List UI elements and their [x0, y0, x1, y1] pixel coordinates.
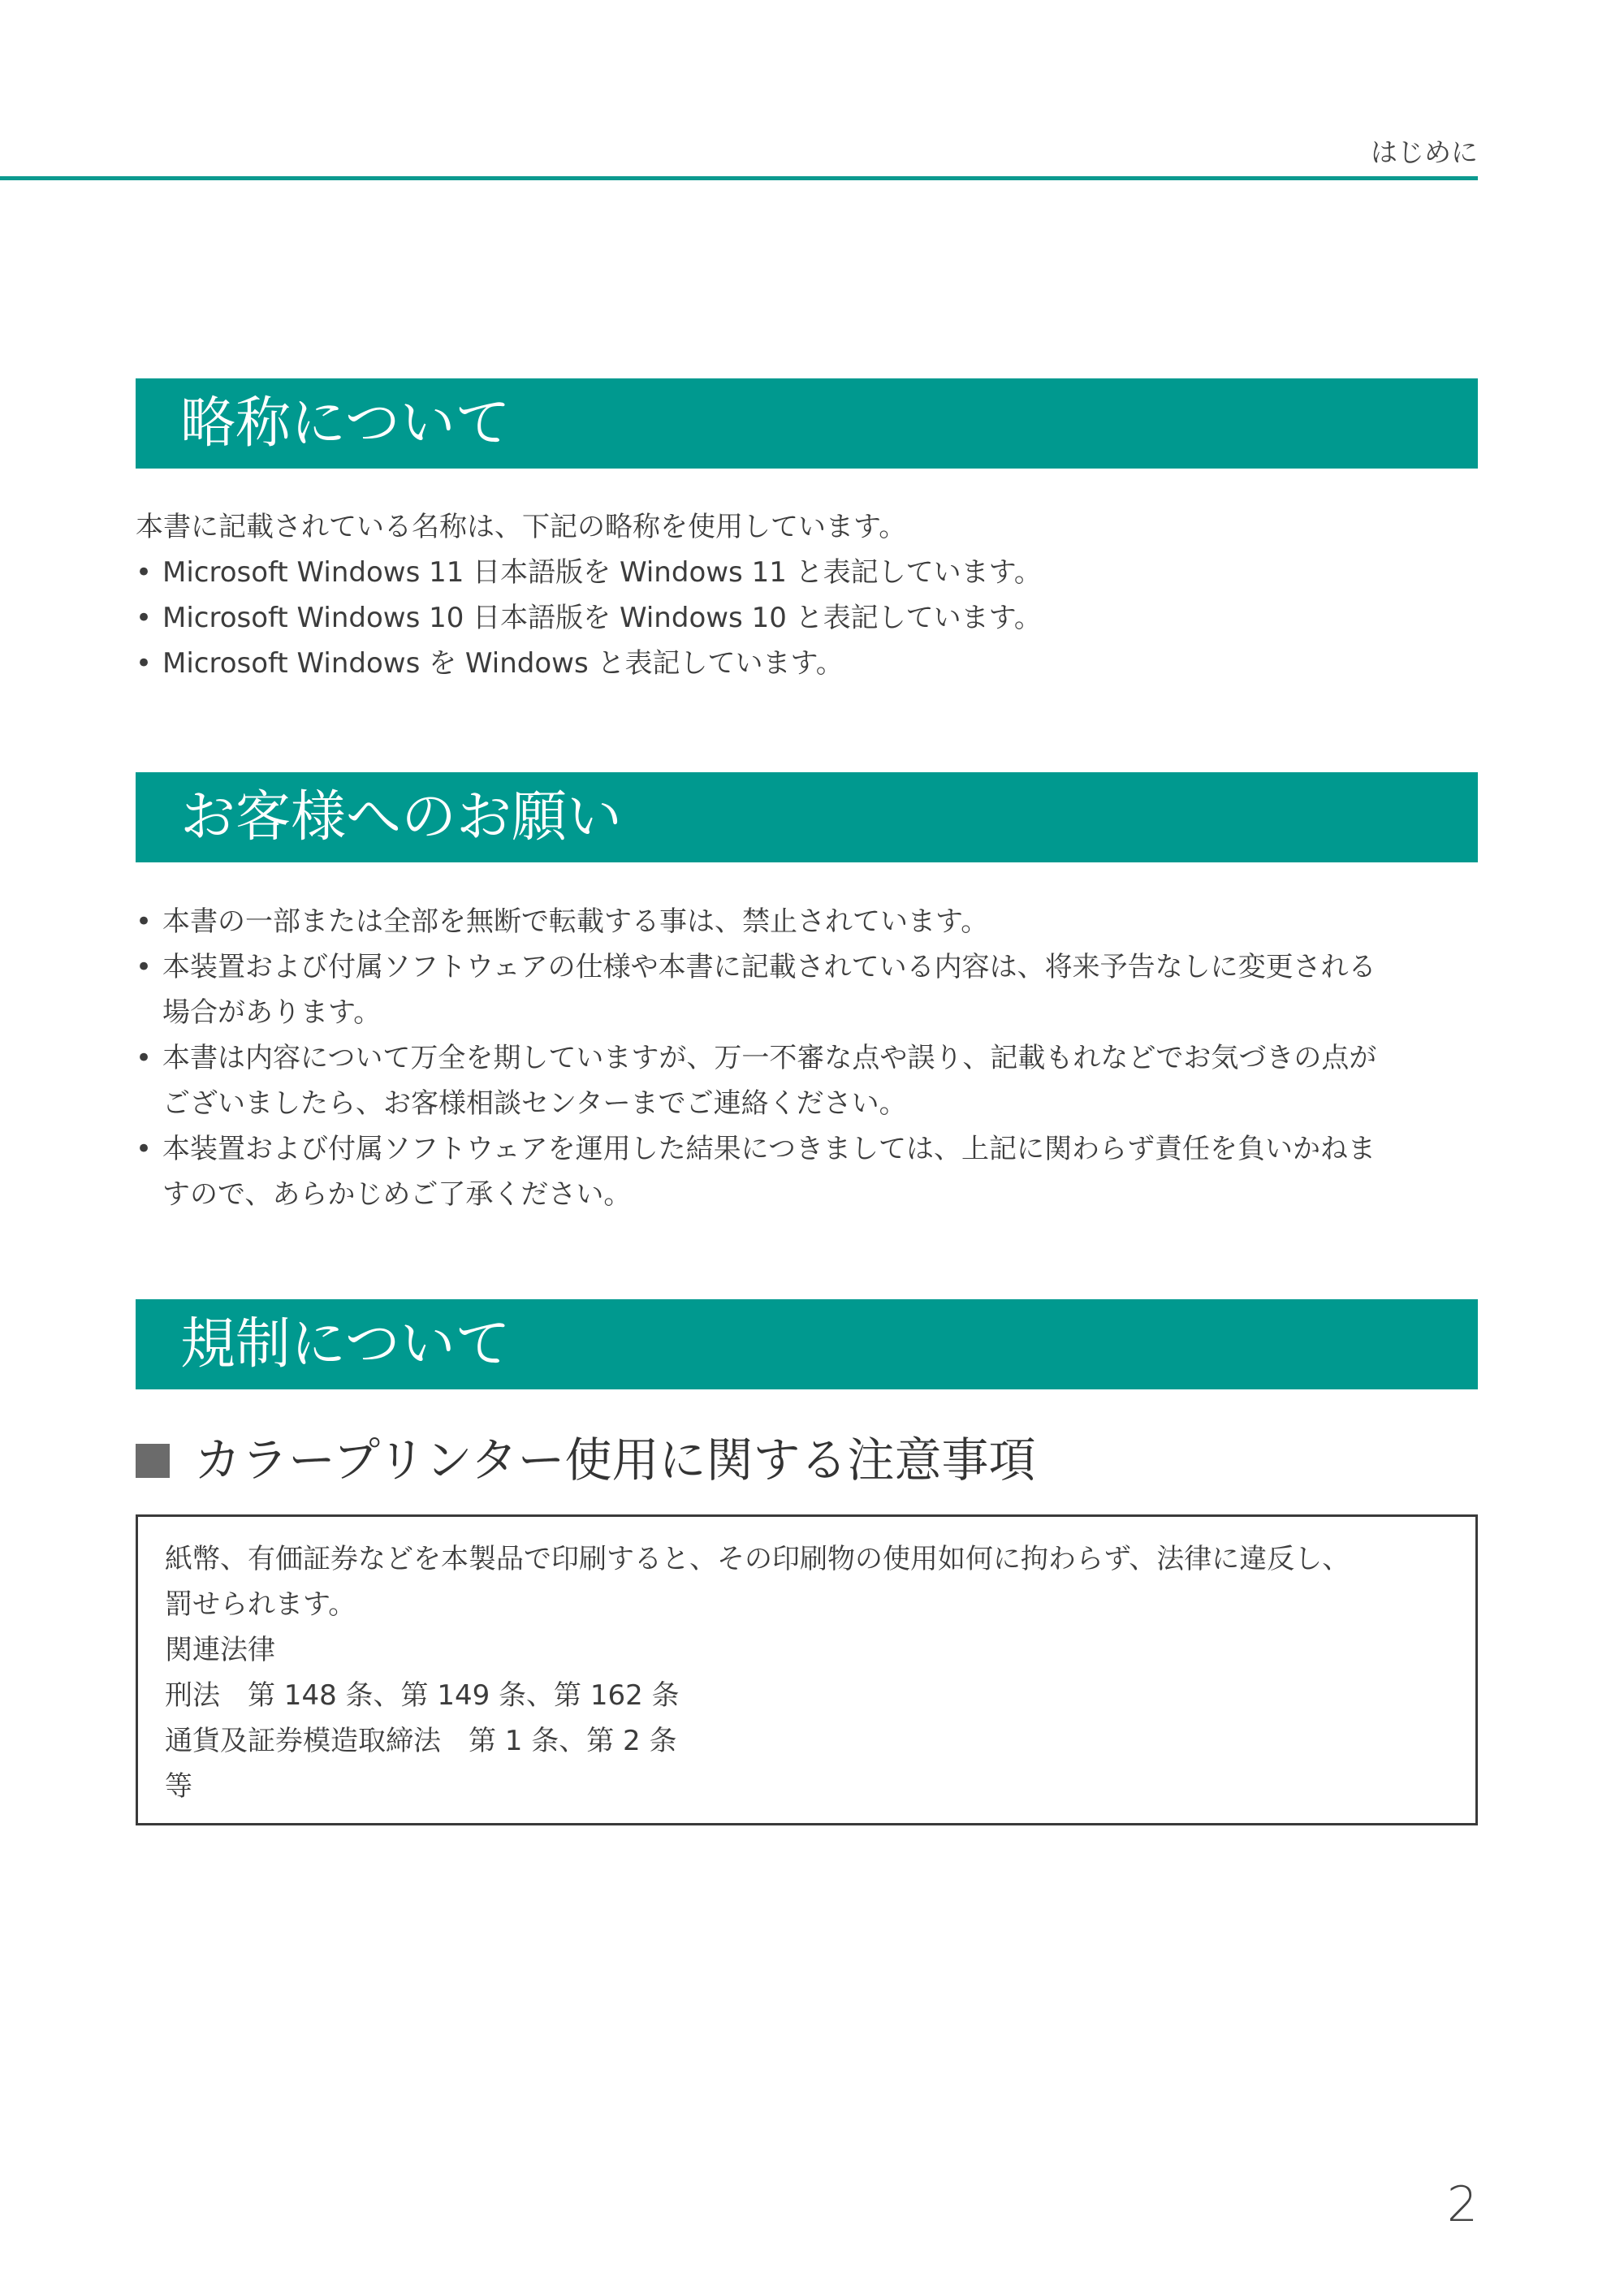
notice-line: 紙幣、有価証券などを本製品で印刷すると、その印刷物の使用如何に拘わらず、法律に違反し、 [165, 1543, 1350, 1575]
legal-notice-box [136, 1514, 1478, 1825]
bullet-icon: • [136, 951, 153, 983]
list-item-text-continued: ございましたら、お客様相談センターまでご連絡ください。 [162, 1087, 907, 1120]
list-item-text-continued: 場合があります。 [162, 996, 382, 1029]
list-item [136, 1035, 1478, 1126]
section-heading-requests: お客様へのお願い [136, 772, 1478, 862]
section-heading-abbreviations: 略称について [136, 378, 1478, 469]
list-item-text: 本装置および付属ソフトウェアを運用した結果につきましては、上記に関わらず責任を負いかねま [162, 1133, 1376, 1165]
bullet-icon: • [136, 1133, 153, 1165]
abbreviations-intro: 本書に記載されている名称は、下記の略称を使用しています。 [136, 511, 907, 543]
abbreviations-list [136, 550, 1478, 686]
list-item-text: 本書の一部または全部を無断で転載する事は、禁止されています。 [162, 905, 989, 938]
list-item [136, 641, 1478, 686]
subheading-text: カラープリンター使用に関する注意事項 [194, 1432, 1036, 1488]
list-item [136, 899, 1478, 944]
bullet-icon: • [136, 556, 153, 589]
list-item [136, 944, 1478, 1035]
running-header-title: はじめに [1371, 136, 1478, 168]
bullet-icon: • [136, 1042, 153, 1074]
list-item [136, 550, 1478, 595]
list-item-text: 本書は内容について万全を期していますが、万一不審な点や誤り、記載もれなどでお気づきの点が [162, 1042, 1377, 1074]
notice-line: 通貨及証券模造取締法 第 1 条、第 2 条 [165, 1725, 677, 1757]
header-divider [0, 176, 1478, 180]
list-item-text: Microsoft Windows を Windows と表記しています。 [162, 647, 844, 680]
page-number: 2 [1446, 2176, 1478, 2233]
notice-line: 等 [165, 1770, 192, 1803]
list-item-text: 本装置および付属ソフトウェアの仕様や本書に記載されている内容は、将来予告なしに変更される [162, 951, 1376, 983]
bullet-icon: • [136, 647, 153, 680]
list-item-text-continued: すので、あらかじめご了承ください。 [162, 1178, 632, 1211]
notice-line: 関連法律 [165, 1634, 275, 1666]
requests-list [136, 899, 1478, 1217]
bullet-icon: • [136, 602, 153, 634]
notice-line: 罰せられます。 [165, 1588, 356, 1621]
square-bullet-icon [136, 1444, 170, 1478]
list-item [136, 595, 1478, 641]
bullet-icon: • [136, 905, 153, 938]
list-item [136, 1126, 1478, 1217]
list-item-text: Microsoft Windows 10 日本語版を Windows 10 と表記しています。 [162, 602, 1042, 634]
list-item-text: Microsoft Windows 11 日本語版を Windows 11 と表記しています。 [162, 556, 1042, 589]
subheading-color-printer-notice [136, 1428, 1035, 1493]
notice-line: 刑法 第 148 条、第 149 条、第 162 条 [165, 1679, 680, 1712]
section-heading-regulations: 規制について [136, 1299, 1478, 1389]
